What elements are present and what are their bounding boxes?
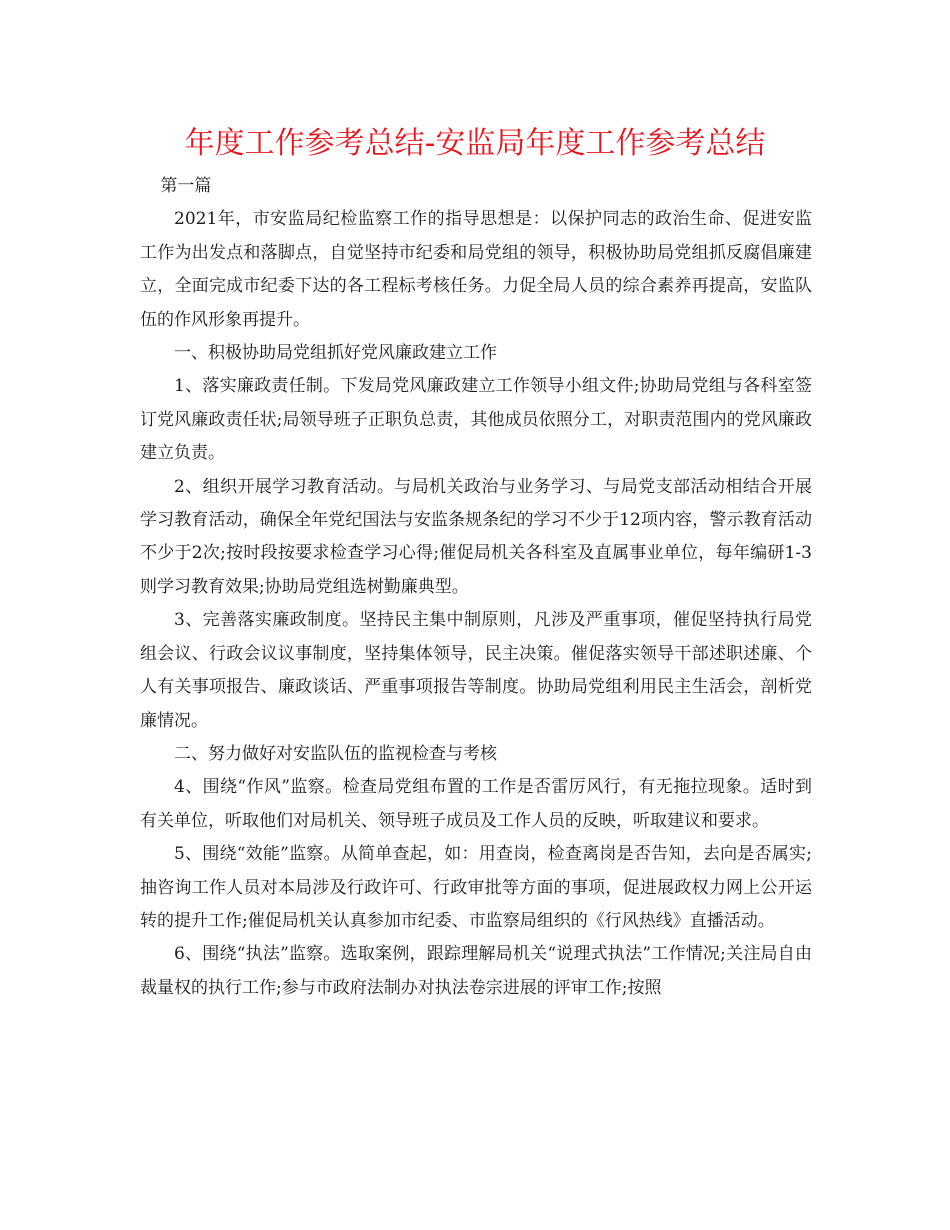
paragraph-item-5: 5、围绕“效能”监察。从简单查起，如：用查岗，检查离岗是否告知，去向是否属实;抽咨询工作人员对本局涉及行政许可、行政审批等方面的事项，促进展政权力网上公开运转的提升工作;催促局机关认真参加市纪委、市监察局组织的《行风热线》直播活动。	[140, 844, 812, 931]
paragraph-intro: 2021年，市安监局纪检监察工作的指导思想是：以保护同志的政治生命、促进安监工作为出发点和落脚点，自觉坚持市纪委和局党组的领导，积极协助局党组抓反腐倡廉建立，全面完成市纪委下达的各工程标考核任务。力促全局人员的综合素养再提高，安监队伍的作风形象再提升。	[140, 209, 812, 330]
heading-section-one: 一、积极协助局党组抓好党风廉政建立工作	[174, 343, 497, 364]
heading-section-two: 二、努力做好对安监队伍的监视检查与考核	[174, 743, 497, 764]
document-title: 年度工作参考总结-安监局年度工作参考总结	[184, 126, 766, 161]
paragraph-item-2: 2、组织开展学习教育活动。与局机关政治与业务学习、与局党支部活动相结合开展学习教育活动，确保全年党纪国法与安监条规条纪的学习不少于12项内容，警示教育活动不少于2次;按时段按要求检查学习心得;催促局机关各科室及直属事业单位，每年编研1-3则学习教育效果;协助局党组选树勤廉典型。	[140, 476, 812, 597]
document-body	[140, 170, 812, 1005]
paragraph-item-1: 1、落实廉政责任制。下发局党风廉政建立工作领导小组文件;协助局党组与各科室签订党风廉政责任状;局领导班子正职负总责，其他成员依照分工，对职责范围内的党风廉政建立负责。	[140, 376, 812, 464]
paragraph-item-6: 6、围绕“执法”监察。选取案例，跟踪理解局机关“说理式执法”工作情况;关注局自由裁量权的执行工作;参与市政府法制办对执法卷宗进展的评审工作;按照	[140, 944, 812, 998]
section-label: 第一篇	[160, 176, 212, 196]
paragraph-item-3: 3、完善落实廉政制度。坚持民主集中制原则，凡涉及严重事项，催促坚持执行局党组会议、行政会议议事制度，坚持集体领导，民主决策。催促落实领导干部述职述廉、个人有关事项报告、廉政谈话、严重事项报告等制度。协助局党组利用民主生活会，剖析党廉情况。	[140, 610, 812, 731]
paragraph-item-4: 4、围绕“作风”监察。检查局党组布置的工作是否雷厉风行，有无拖拉现象。适时到有关单位，听取他们对局机关、领导班子成员及工作人员的反映，听取建议和要求。	[140, 777, 812, 831]
